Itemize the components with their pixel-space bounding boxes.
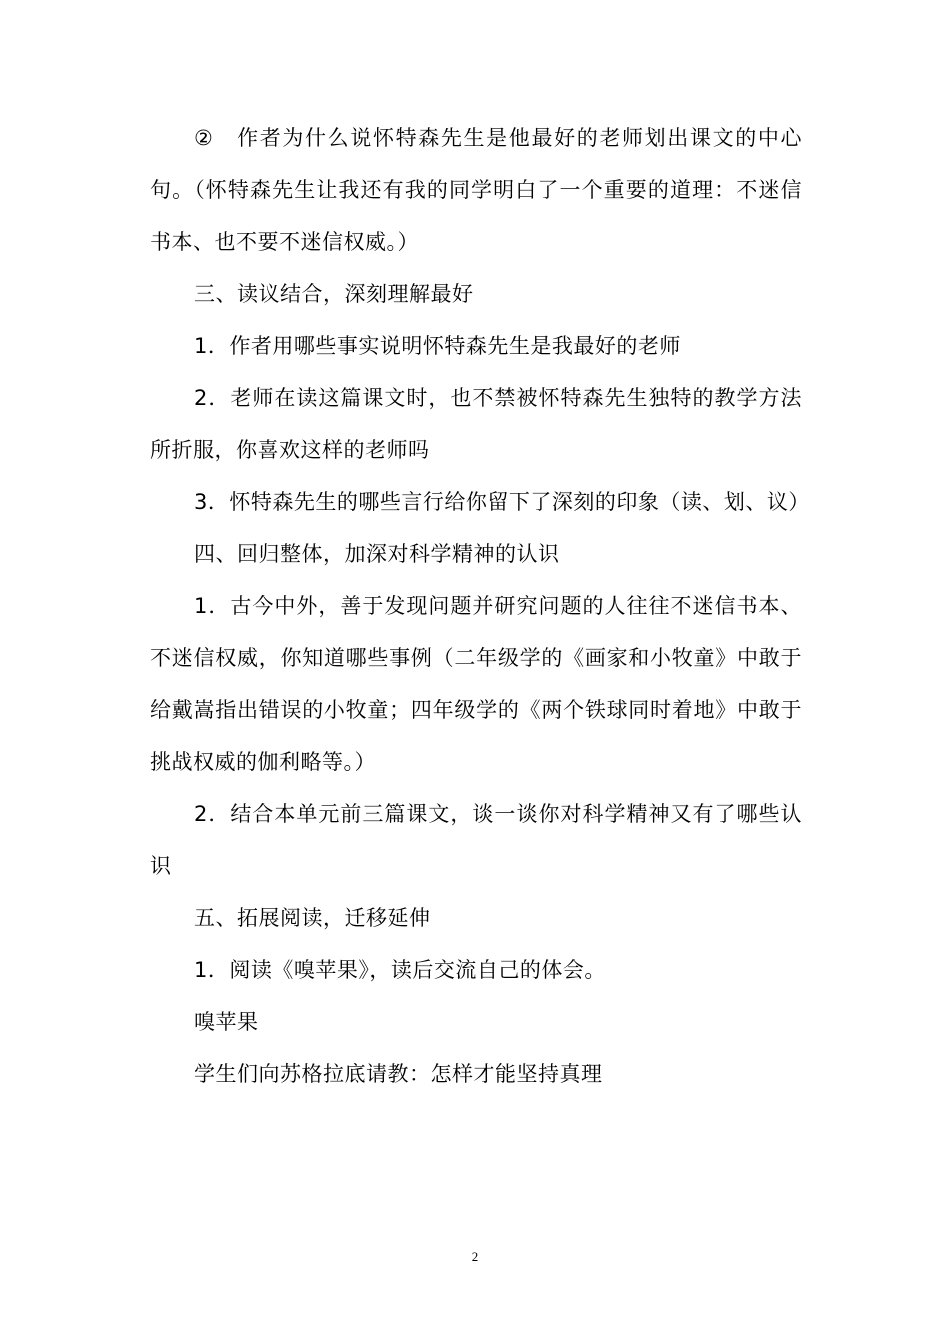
paragraph-central-sentence: ② 作者为什么说怀特森先生是他最好的老师划出课文的中心句。（怀特森先生让我还有我的同学明白了一个重要的道理：不迷信书本、也不要不迷信权威。） <box>150 126 802 254</box>
question-5-1: 1．阅读《嗅苹果》，读后交流自己的体会。 <box>194 958 606 982</box>
section-heading-3: 三、读议结合，深刻理解最好 <box>194 282 474 306</box>
question-4-2: 2．结合本单元前三篇课文，谈一谈你对科学精神又有了哪些认识 <box>150 802 802 878</box>
reading-text: 学生们向苏格拉底请教：怎样才能坚持真理 <box>194 1062 603 1086</box>
question-4-1: 1．古今中外，善于发现问题并研究问题的人往往不迷信书本、不迷信权威，你知道哪些事例（二年级学的《画家和小牧童》中敢于给戴嵩指出错误的小牧童；四年级学的《两个铁球同时着地》中敢于挑战权威的伽利略等。） <box>150 594 802 774</box>
section-heading-4: 四、回归整体，加深对科学精神的认识 <box>194 542 560 566</box>
page-number: 2 <box>471 1249 479 1264</box>
question-3-2: 2．老师在读这篇课文时，也不禁被怀特森先生独特的教学方法所折服，你喜欢这样的老师吗 <box>150 386 802 462</box>
question-3-3: 3．怀特森先生的哪些言行给你留下了深刻的印象（读、划、议） <box>194 490 810 514</box>
document-body <box>150 112 810 1100</box>
question-3-1: 1．作者用哪些事实说明怀特森先生是我最好的老师 <box>194 334 681 358</box>
reading-title: 嗅苹果 <box>194 1010 259 1034</box>
section-heading-5: 五、拓展阅读，迁移延伸 <box>194 906 431 930</box>
